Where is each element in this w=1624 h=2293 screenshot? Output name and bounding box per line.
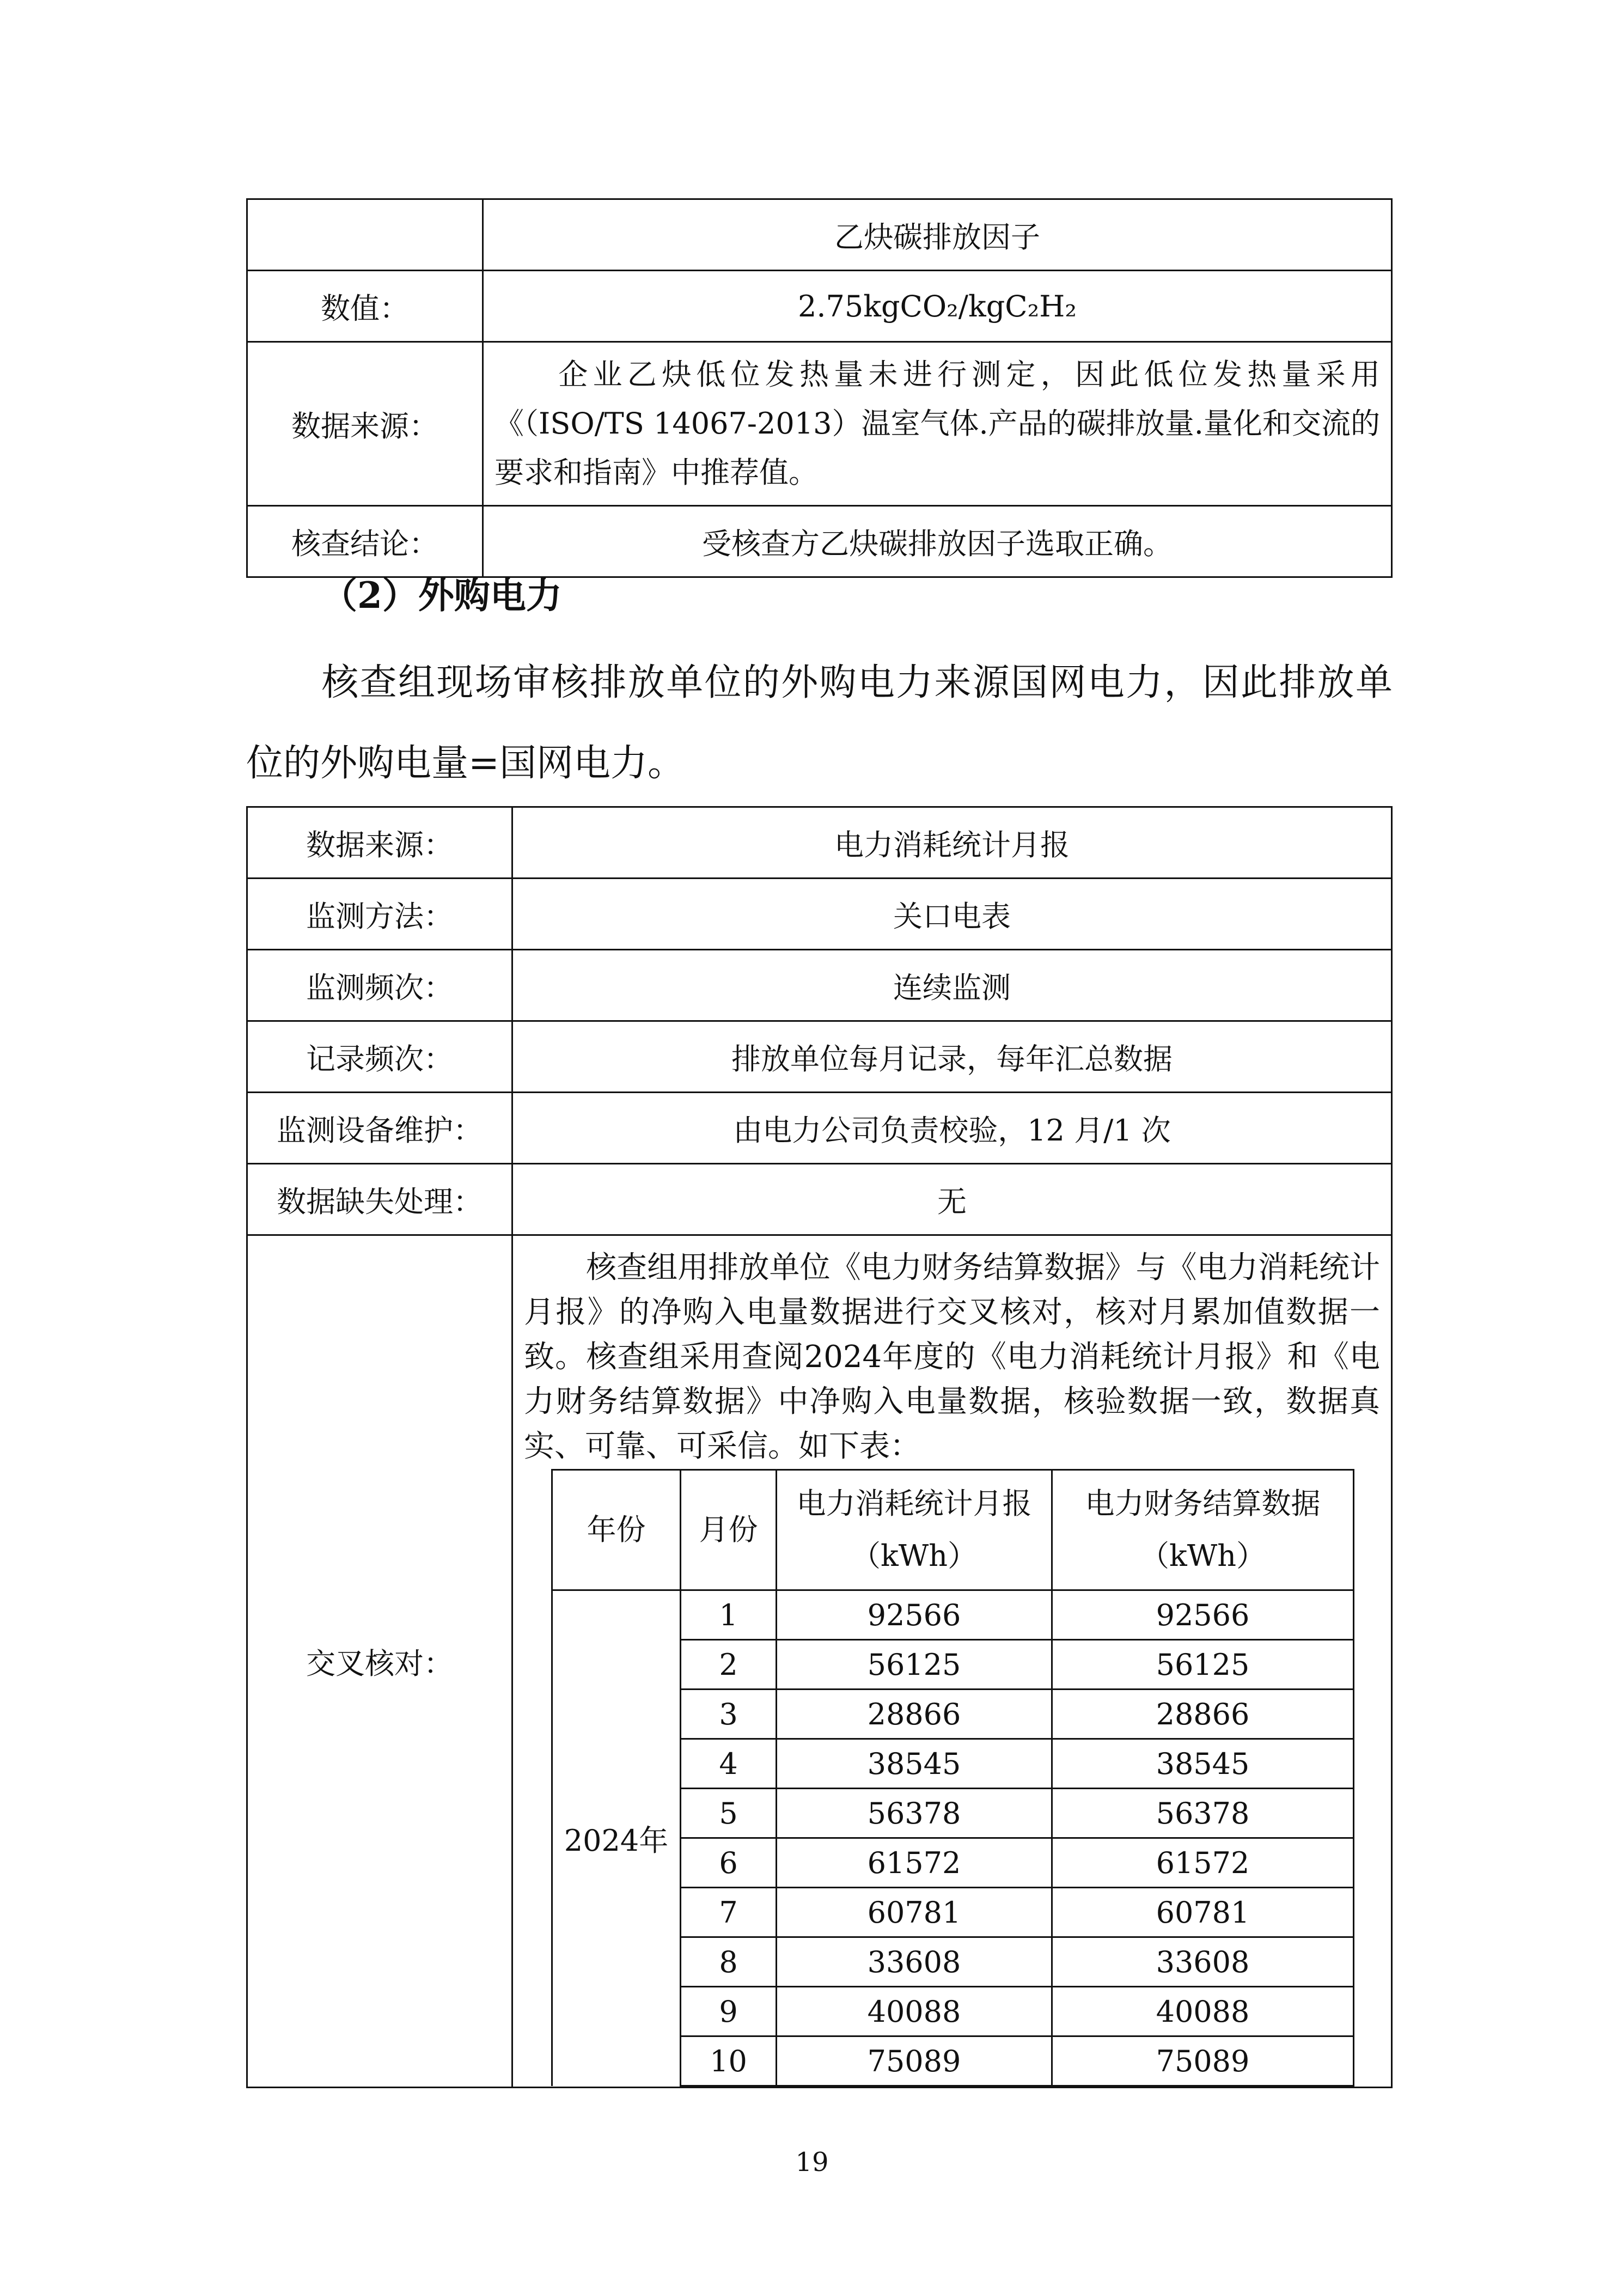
row-label: 数据来源： (247, 342, 483, 506)
header-month: 月份 (681, 1470, 777, 1590)
stat-cell: 33608 (777, 1937, 1052, 1987)
row-value: 受核查方乙炔碳排放因子选取正确。 (483, 506, 1392, 577)
table-row (247, 271, 1392, 342)
row-label: 数据缺失处理： (247, 1164, 512, 1235)
row-value (483, 342, 1392, 506)
table-row (247, 342, 1392, 506)
year-cell: 2024年 (552, 1590, 681, 2086)
settle-cell: 56378 (1052, 1789, 1354, 1838)
row-value: 由电力公司负责校验，12 月/1 次 (512, 1093, 1392, 1164)
table-row (552, 1590, 1354, 1640)
electricity-table (246, 806, 1393, 2088)
month-cell: 7 (681, 1888, 777, 1937)
stat-cell: 56378 (777, 1789, 1052, 1838)
row-label: 监测方法： (247, 879, 512, 950)
row-label: 监测设备维护： (247, 1093, 512, 1164)
cross-check-paragraph (524, 1246, 1380, 1469)
header-stat-report: 电力消耗统计月报（kWh） (777, 1470, 1052, 1590)
settle-cell: 56125 (1052, 1640, 1354, 1690)
stat-cell: 38545 (777, 1739, 1052, 1789)
data-source-text: 企业乙炔低位发热量未进行测定，因此低位发热量采用《（ISO/TS 14067-2013）温室气体.产品的碳排放量.量化和交流的要求和指南》中推荐值。 (494, 357, 1380, 490)
row-label: 记录频次： (247, 1021, 512, 1093)
table-row (247, 1164, 1392, 1235)
empty-cell (247, 199, 483, 271)
row-value: 2.75kgCO₂/kgC₂H₂ (483, 271, 1392, 342)
settle-cell: 38545 (1052, 1739, 1354, 1789)
table-row (247, 1235, 1392, 2088)
settle-cell: 28866 (1052, 1690, 1354, 1739)
monthly-electricity-table (551, 1469, 1354, 2087)
settle-cell: 75089 (1052, 2036, 1354, 2086)
stat-cell: 40088 (777, 1987, 1052, 2036)
row-label: 交叉核对： (247, 1235, 512, 2088)
row-label: 数值： (247, 271, 483, 342)
settle-cell: 60781 (1052, 1888, 1354, 1937)
month-cell: 4 (681, 1739, 777, 1789)
stat-cell: 56125 (777, 1640, 1052, 1690)
header-settlement: 电力财务结算数据（kWh） (1052, 1470, 1354, 1590)
stat-cell: 28866 (777, 1690, 1052, 1739)
stat-cell: 75089 (777, 2036, 1052, 2086)
row-label: 数据来源： (247, 807, 512, 879)
stat-cell: 61572 (777, 1838, 1052, 1888)
table-header-row (552, 1470, 1354, 1590)
page-number: 19 (795, 2147, 829, 2178)
table-row (247, 1021, 1392, 1093)
row-value: 排放单位每月记录，每年汇总数据 (512, 1021, 1392, 1093)
row-value: 关口电表 (512, 879, 1392, 950)
settle-cell: 61572 (1052, 1838, 1354, 1888)
row-value: 无 (512, 1164, 1392, 1235)
month-cell: 8 (681, 1937, 777, 1987)
settle-cell: 92566 (1052, 1590, 1354, 1640)
month-cell: 1 (681, 1590, 777, 1640)
table-row (247, 950, 1392, 1021)
month-cell: 10 (681, 2036, 777, 2086)
acetylene-factor-table (246, 198, 1393, 578)
stat-cell: 92566 (777, 1590, 1052, 1640)
month-cell: 6 (681, 1838, 777, 1888)
stat-cell: 60781 (777, 1888, 1052, 1937)
table-row (247, 199, 1392, 271)
table-row (247, 879, 1392, 950)
cross-check-text: 核查组用排放单位《电力财务结算数据》与《电力消耗统计月报》的净购入电量数据进行交叉核对，核对月累加值数据一致。核查组采用查阅2024年度的《电力消耗统计月报》和《电力财务结算数据》中净购入电量数据，核验数据一致，数据真实、可靠、可采信。如下表： (524, 1250, 1380, 1464)
month-cell: 3 (681, 1690, 777, 1739)
table-row (247, 807, 1392, 879)
month-cell: 9 (681, 1987, 777, 2036)
table-row (247, 1093, 1392, 1164)
month-cell: 2 (681, 1640, 777, 1690)
row-value: 电力消耗统计月报 (512, 807, 1392, 879)
section-paragraph (246, 643, 1393, 804)
settle-cell: 33608 (1052, 1937, 1354, 1987)
row-label: 核查结论： (247, 506, 483, 577)
acetylene-table-title: 乙炔碳排放因子 (483, 199, 1392, 271)
cross-check-cell (512, 1235, 1392, 2088)
section-heading: （2）外购电力 (321, 574, 562, 617)
settle-cell: 40088 (1052, 1987, 1354, 2036)
section-paragraph-text: 核查组现场审核排放单位的外购电力来源国网电力，因此排放单位的外购电量=国网电力。 (246, 661, 1393, 785)
row-value: 连续监测 (512, 950, 1392, 1021)
header-year: 年份 (552, 1470, 681, 1590)
month-cell: 5 (681, 1789, 777, 1838)
row-label: 监测频次： (247, 950, 512, 1021)
